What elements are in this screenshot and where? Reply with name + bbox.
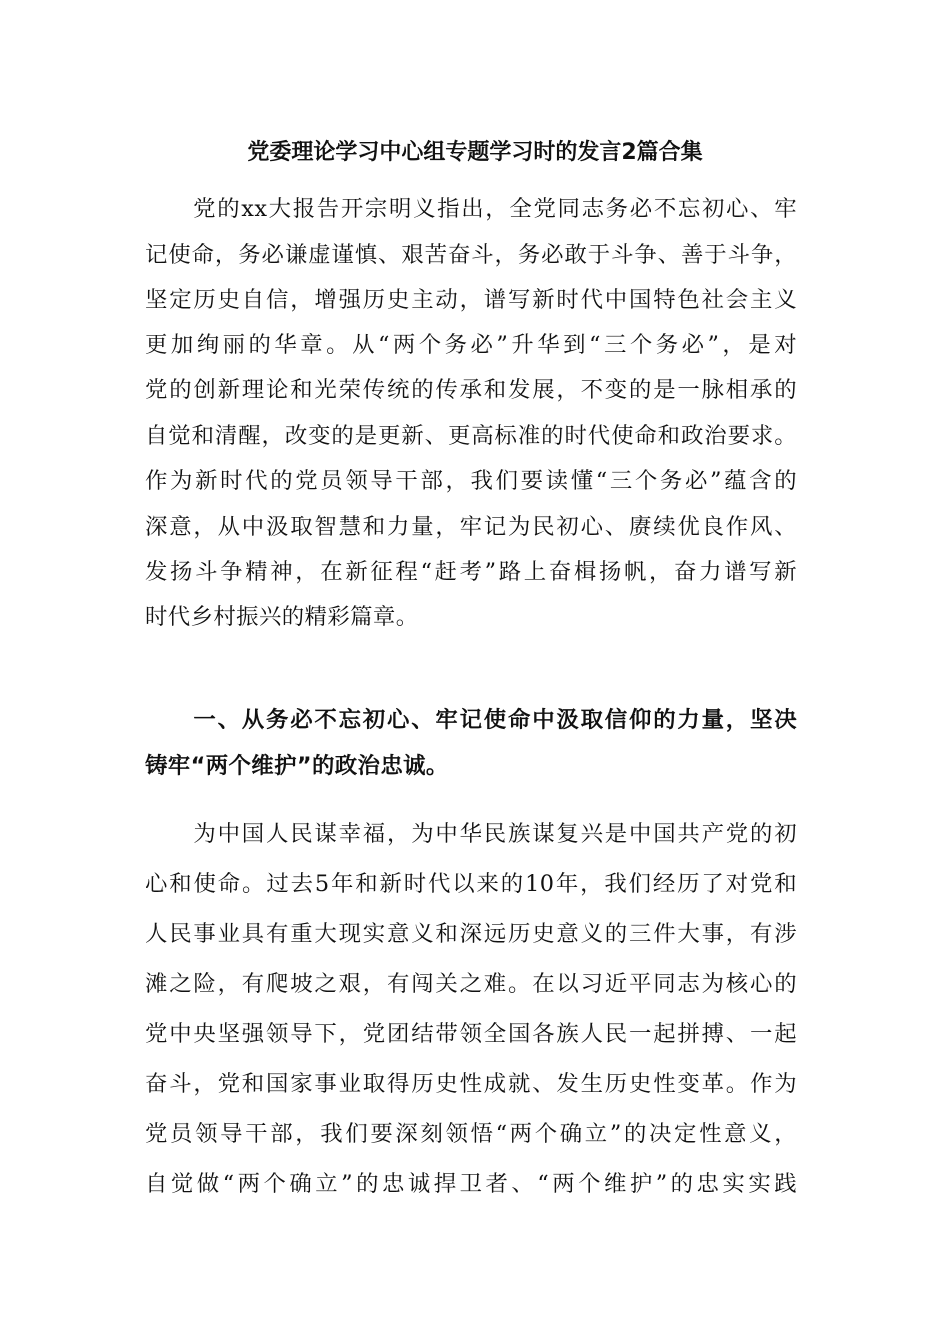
text-line: 为中国人民谋幸福，为中华民族谋复兴是中国共产党的初 [145, 821, 797, 847]
text-line: 深意，从中汲取智慧和力量，牢记为民初心、赓续优良作风、 [145, 514, 797, 540]
text-line: 奋斗，党和国家事业取得历史性成就、发生历史性变革。作为 [145, 1071, 797, 1097]
text-line: 人民事业具有重大现实意义和深远历史意义的三件大事，有涉 [145, 921, 797, 947]
text-line: 时代乡村振兴的精彩篇章。 [145, 604, 419, 630]
text-line: 自觉做“两个确立”的忠诚捍卫者、“两个维护”的忠实实践 [145, 1171, 797, 1197]
text-line: 滩之险，有爬坡之艰，有闯关之难。在以习近平同志为核心的 [145, 971, 797, 997]
heading-line: 铸牢“两个维护”的政治忠诚。 [145, 753, 449, 779]
document-title: 党委理论学习中心组专题学习时的发言2篇合集 [247, 140, 703, 165]
text-line: 发扬斗争精神，在新征程“赶考”路上奋楫扬帆，奋力谱写新 [145, 559, 797, 585]
text-line: 心和使命。过去5年和新时代以来的10年，我们经历了对党和 [145, 871, 797, 897]
text-line: 更加绚丽的华章。从“两个务必”升华到“三个务必”，是对 [145, 332, 797, 358]
text-line: 作为新时代的党员领导干部，我们要读懂“三个务必”蕴含的 [145, 468, 797, 494]
text-line: 党中央坚强领导下，党团结带领全国各族人民一起拼搏、一起 [145, 1021, 797, 1047]
text-line: 坚定历史自信，增强历史主动，谱写新时代中国特色社会主义 [145, 287, 797, 313]
text-line: 党的xx大报告开宗明义指出，全党同志务必不忘初心、牢 [145, 196, 797, 222]
text-line: 党员领导干部，我们要深刻领悟“两个确立”的决定性意义， [145, 1121, 797, 1147]
heading-line: 一、从务必不忘初心、牢记使命中汲取信仰的力量，坚决 [145, 707, 797, 733]
text-line: 党的创新理论和光荣传统的传承和发展，不变的是一脉相承的 [145, 377, 797, 403]
text-line: 自觉和清醒，改变的是更新、更高标准的时代使命和政治要求。 [145, 423, 797, 449]
text-line: 记使命，务必谦虚谨慎、艰苦奋斗，务必敢于斗争、善于斗争， [145, 242, 797, 268]
